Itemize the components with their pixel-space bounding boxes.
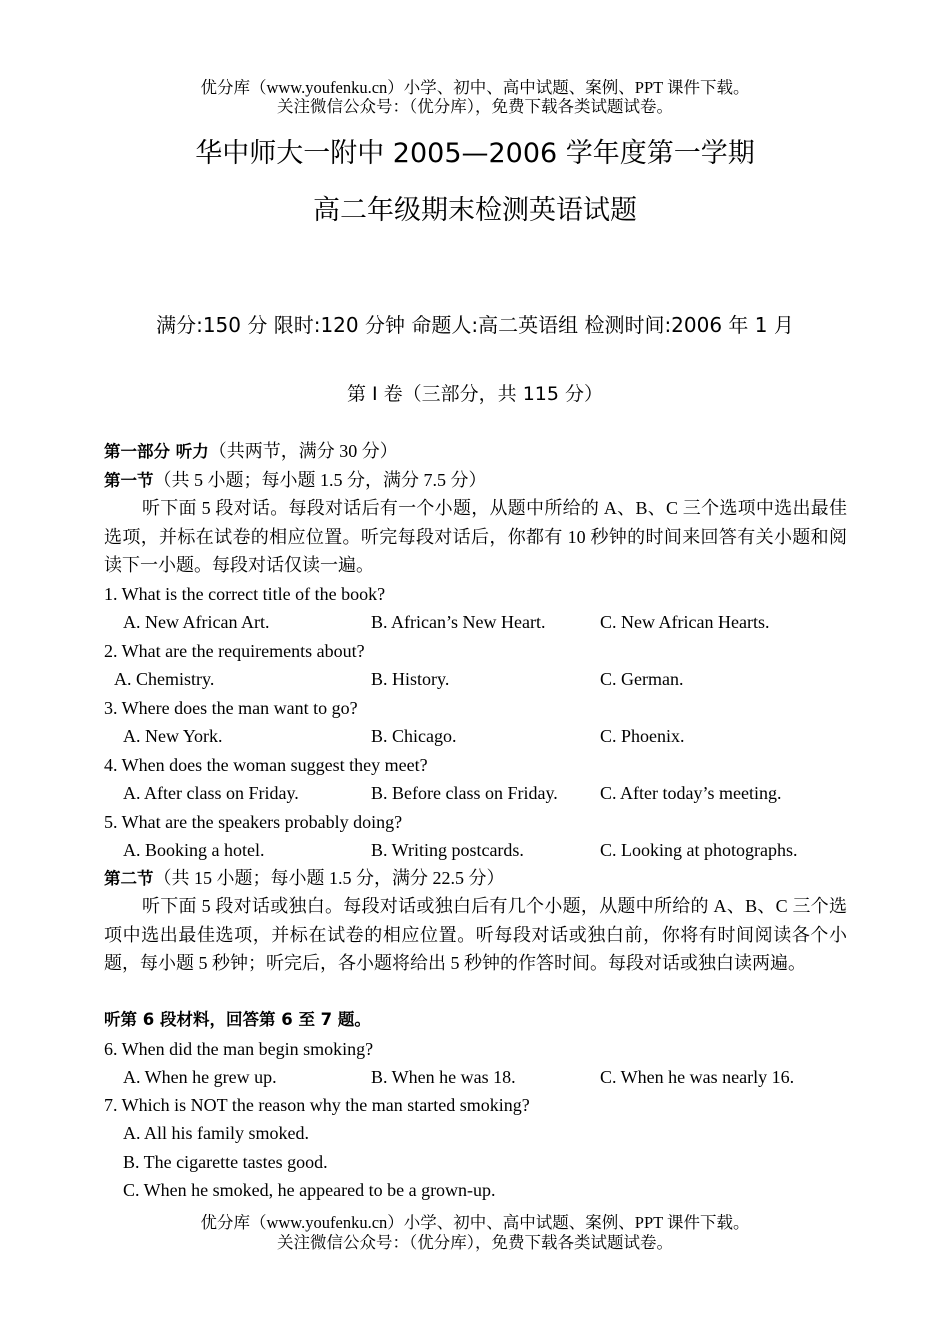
q2-option-a: A. Chemistry. bbox=[114, 669, 215, 689]
q3-option-c: C. Phoenix. bbox=[600, 726, 685, 746]
question-2: 2. What are the requirements about? bbox=[104, 641, 365, 661]
q2-option-c: C. German. bbox=[600, 669, 684, 689]
q1-option-b: B. African’s New Heart. bbox=[371, 612, 546, 632]
q5-option-a: A. Booking a hotel. bbox=[123, 840, 265, 860]
q6-option-a: A. When he grew up. bbox=[123, 1067, 277, 1087]
q1-option-c: C. New African Hearts. bbox=[600, 612, 770, 632]
exam-title-line-1: 华中师大一附中 2005—2006 学年度第一学期 bbox=[195, 138, 755, 169]
part1-heading-bold: 第一部分 听力 bbox=[104, 442, 209, 461]
q4-option-a: A. After class on Friday. bbox=[123, 783, 299, 803]
footer-line-2: 关注微信公众号：（优分库），免费下载各类试题试卷。 bbox=[277, 1233, 673, 1252]
q4-option-b: B. Before class on Friday. bbox=[371, 783, 558, 803]
question-6: 6. When did the man begin smoking? bbox=[104, 1039, 374, 1059]
section1-heading-rest: （共 5 小题；每小题 1.5 分，满分 7.5 分） bbox=[153, 470, 487, 490]
q6-option-c: C. When he was nearly 16. bbox=[600, 1067, 795, 1087]
q1-option-a: A. New African Art. bbox=[123, 612, 270, 632]
header-line-1: 优分库（www.youfenku.cn）小学、初中、高中试题、案例、PPT 课件下载。 bbox=[200, 78, 750, 97]
exam-title-line-2: 高二年级期末检测英语试题 bbox=[313, 195, 637, 226]
question-1: 1. What is the correct title of the book? bbox=[104, 584, 386, 604]
section1-heading bbox=[104, 468, 487, 493]
q4-option-c: C. After today’s meeting. bbox=[600, 783, 782, 803]
q7-option-b: B. The cigarette tastes good. bbox=[123, 1152, 328, 1172]
part1-heading-rest: （共两节，满分 30 分） bbox=[208, 441, 398, 461]
header-line-2: 关注微信公众号：（优分库），免费下载各类试题试卷。 bbox=[277, 97, 673, 116]
q5-option-b: B. Writing postcards. bbox=[371, 840, 524, 860]
section2-instructions: 听下面 5 段对话或独白。每段对话或独白后有几个小题，从题中所给的 A、B、C 三个选项中选出最佳选项，并标在试卷的相应位置。听每段对话或独白前，你将有时间阅读各个小题，每小题 5 秒钟；听完后，各小题将给出 5 秒钟的作答时间。每段对话或独白读两遍。 bbox=[104, 896, 847, 973]
section2-heading-bold: 第二节 bbox=[104, 869, 154, 888]
q5-option-c: C. Looking at photographs. bbox=[600, 840, 798, 860]
section1-instructions: 听下面 5 段对话。每段对话后有一个小题，从题中所给的 A、B、C 三个选项中选出最佳选项，并标在试卷的相应位置。听完每段对话后，你都有 10 秒钟的时间来回答有关小题和阅读下一小题。每段对话仅读一遍。 bbox=[104, 498, 847, 575]
q7-option-c: C. When he smoked, he appeared to be a grown-up. bbox=[123, 1180, 496, 1200]
question-7: 7. Which is NOT the reason why the man started smoking? bbox=[104, 1095, 530, 1115]
q7-option-a: A. All his family smoked. bbox=[123, 1123, 309, 1143]
q3-option-b: B. Chicago. bbox=[371, 726, 457, 746]
q3-option-a: A. New York. bbox=[123, 726, 223, 746]
question-4: 4. When does the woman suggest they meet? bbox=[104, 755, 428, 775]
section1-heading-bold: 第一节 bbox=[104, 471, 154, 490]
section2-heading bbox=[104, 866, 505, 891]
part1-heading bbox=[104, 439, 398, 464]
q6-option-b: B. When he was 18. bbox=[371, 1067, 516, 1087]
question-3: 3. Where does the man want to go? bbox=[104, 698, 358, 718]
material-6-heading: 听第 6 段材料，回答第 6 至 7 题。 bbox=[104, 1010, 371, 1029]
exam-meta: 满分:150 分 限时:120 分钟 命题人:高二英语组 检测时间:2006 年 1 月 bbox=[156, 313, 794, 337]
footer-line-1: 优分库（www.youfenku.cn）小学、初中、高中试题、案例、PPT 课件下载。 bbox=[200, 1213, 750, 1232]
section2-heading-rest: （共 15 小题；每小题 1.5 分，满分 22.5 分） bbox=[153, 868, 505, 888]
question-5: 5. What are the speakers probably doing? bbox=[104, 812, 403, 832]
q2-option-b: B. History. bbox=[371, 669, 450, 689]
volume-heading: 第 I 卷（三部分，共 115 分） bbox=[346, 383, 604, 405]
